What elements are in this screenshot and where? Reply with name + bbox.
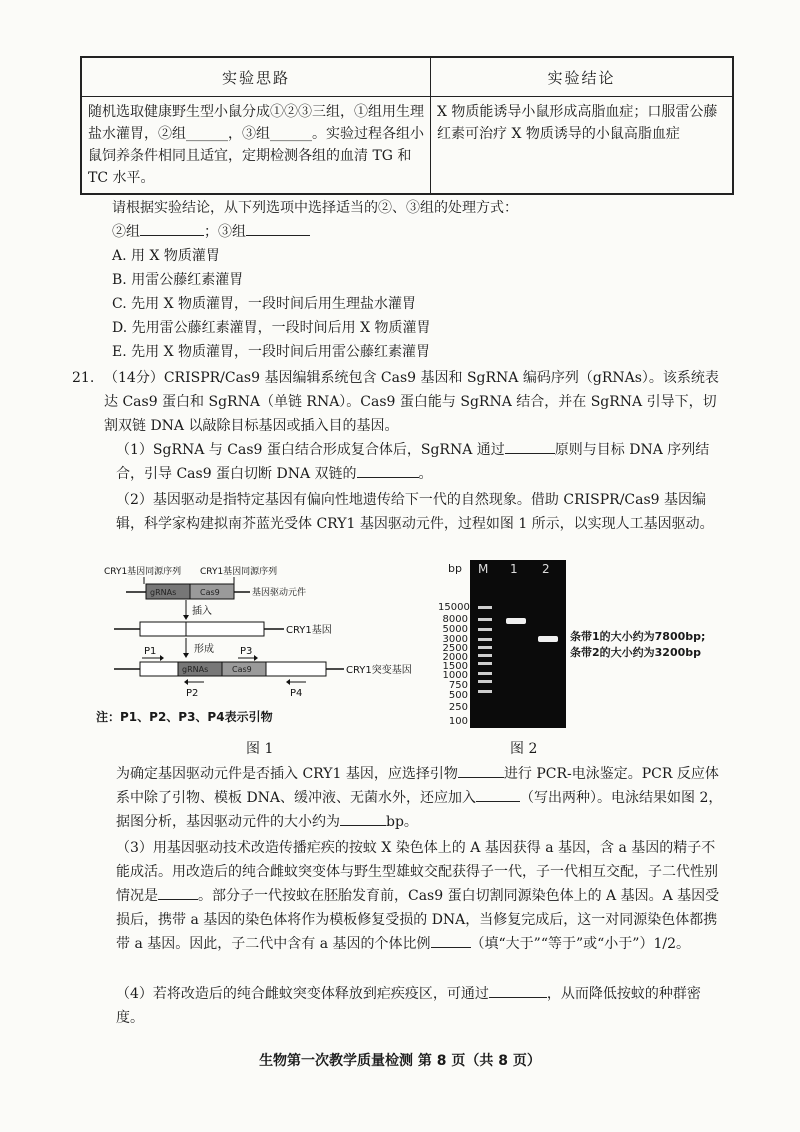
answer-blank[interactable]	[140, 221, 204, 236]
svg-text:Cas9: Cas9	[232, 665, 252, 674]
answer-blank[interactable]	[431, 933, 471, 948]
answer-blank[interactable]	[489, 983, 547, 998]
q21-part4: （4）若将改造后的纯合雌蚊突变体释放到疟疾疫区，可通过 ，从而降低按蚊的种群密度。	[116, 982, 728, 1030]
q20-option-e: E. 先用 X 物质灌胃，一段时间后用雷公藤红素灌胃	[112, 344, 430, 360]
primer-p1: P1	[144, 646, 157, 657]
q21-part2-question: 为确定基因驱动元件是否插入 CRY1 基因，应选择引物 进行 PCR-电泳鉴定。PCR 反应体系中除了引物、模板 DNA、缓冲液、无菌水外，还应加入 （写出两种）。电泳结果如图 2，据图分析，基因驱动元件的大小约为 bp。	[116, 762, 728, 834]
svg-text:gRNAs: gRNAs	[182, 665, 209, 674]
q20-fill-a: ②组	[112, 224, 140, 240]
q21-intro: （14分）CRISPR/Cas9 基因编辑系统包含 Cas9 基因和 SgRNA 编码序列（gRNAs）。该系统表达 Cas9 蛋白和 SgRNA（单链 RNA）。Cas9 蛋白能与 SgRNA 结合，并在 SgRNA 引导下，切割双链 DNA 以敲除目标基因或插入目的基因。	[104, 370, 719, 434]
q20-fill-line: ②组 ；③组	[112, 220, 310, 244]
q20-option-c: C. 先用 X 物质灌胃，一段时间后用生理盐水灌胃	[112, 296, 416, 312]
q21-part3: （3）用基因驱动技术改造传播疟疾的按蚊 X 染色体上的 A 基因获得 a 基因，含 a 基因的精子不能成活。用改造后的纯合雌蚊突变体与野生型雄蚊交配获得子一代，子一代相互交配，子二代性别情况是 。部分子一代按蚊在胚胎发育前，Cas9 蛋白切割同源染色体上的 A 基因。A 基因受损后，携带 a 基因的染色体将作为模板修复受损的 DNA，当修复完成后，这一对同源染色体都携带 a 基因。因此，子二代中含有 a 基因的个体比例 （填“大于”“等于”或“小于”）1/2。	[116, 840, 720, 952]
table-cell-idea: 随机选取健康野生型小鼠分成①②③三组，①组用生理盐水灌胃，②组______，③组______。实验过程各组小鼠饲养条件相同且适宜，定期检测各组的血清 TG 和 TC 水平。	[81, 97, 431, 195]
cry1-gene-block	[140, 622, 264, 636]
label-insert: 插入	[192, 606, 212, 617]
answer-blank[interactable]	[476, 787, 520, 802]
q21-part2: （2）基因驱动是指特定基因有偏向性地遗传给下一代的自然现象。借助 CRISPR/Cas9 基因编辑，科学家构建拟南芥蓝光受体 CRY1 基因驱动元件，过程如图 1 所示，以实现人工基因驱动。	[116, 492, 714, 532]
figure-1-caption: 图 1	[246, 741, 274, 757]
answer-blank[interactable]	[357, 463, 419, 478]
gel-band2-note: 条带2的大小约为3200bp	[570, 646, 702, 659]
figure-1-note: 注：P1、P2、P3、P4表示引物	[96, 710, 273, 724]
page-footer: 生物第一次教学质量检测 第 8 页（共 8 页）	[259, 1053, 541, 1069]
figure-2-caption: 图 2	[510, 741, 538, 757]
gel-band-2	[538, 636, 558, 642]
q21-part1: （1）SgRNA 与 Cas9 蛋白结合形成复合体后，SgRNA 通过 原则与目标 DNA 序列结合，引导 Cas9 蛋白切断 DNA 双链的 。	[116, 438, 728, 486]
table-cell-conclusion: X 物质能诱导小鼠形成高脂血症；口服雷公藤红素可治疗 X 物质诱导的小鼠高脂血症	[431, 97, 734, 195]
gel-band1-note: 条带1的大小约为7800bp;	[570, 630, 706, 643]
exam-page: 实验思路 实验结论 随机选取健康野生型小鼠分成①②③三组，①组用生理盐水灌胃，②组______，③组______。实验过程各组小鼠饲养条件相同且适宜，定期检测各组的血清 TG 和 TC 水平。 X 物质能诱导小鼠形成高脂血症；口服雷公藤红素可治疗 X 物质诱导的小鼠高脂血症 请根据实验结论，从下列选项中选择适当的②、③组的处理方式： ②组 ；③组 A. 用 X 物质灌胃 B. 用雷公藤红素灌胃 C. 先用 X 物质灌胃，一段时间后用生理盐水灌胃 D. 先用雷公藤红素灌胃，一段时间后用 X 物质灌胃 E. 先用 X 物质灌胃，一段时间后用雷公藤红素灌胃 21. （14分）CRISPR/Cas9 基因编辑系统包含 Cas9 基因和 SgRNA 编码序列（gRNAs）。该系统表达 Cas9 蛋白和 SgRNA（单链 RNA）。Cas9 蛋白能与 SgRNA 结合，并在 SgRNA 引导下，切割双链 DNA 以敲除目标基因或插入目的基因。 （1）SgRNA 与 Cas9 蛋白结合形成复合体后，SgRNA 通过 原则与目标 DNA 序列结合，引导 Cas9 蛋白切断 DNA 双链的 。 （2）基因驱动是指特定基因有偏向性地遗传给下一代的自然现象。借助 CRISPR/Cas9 基因编辑，科学家构建拟南芥蓝光受体 CRY1 基因驱动元件，过程如图 1 所示，以实现人工基因驱动。 CRY1基因同源序列 CRY1基因同源序列 gRNAs Cas9 基因驱动元件 插入 CRY1基因 形成 P1 P3 gRNAs Cas9 CRY1突变基因 P2 P4 注：P1、P2、P3、P4表示引物 图 1 bp M 1 2 15000 8000 5000 3000 2500 2000 1500 1000 750 500 250 100 条带1的大小约为7800bp; 条带2的大小约为3200bp 图 2 为确定基因驱动元件是否插入 CRY1 基因，应选择引物 进行 PCR-电泳鉴定。PCR 反应体系中除了引物、模板 DNA、缓冲液、无菌水外，还应加入 （写出两种）。电泳结果如图 2，据图分析，基因驱动元件的大小约为 bp。 （3）用基因驱动技术改造传播疟疾的按蚊 X 染色体上的 A 基因获得 a 基因，含 a 基因的精子不能成活。用改造后的纯合雌蚊突变体与野生型雄蚊交配获得子一代，子一代相互交配，子二代性别情况是 。部分子一代按蚊在胚胎发育前，Cas9 蛋白切割同源染色体上的 A 基因。A 基因受损后，携带 a 基因的染色体将作为模板修复受损的 DNA，当修复完成后，这一对同源染色体都携带 a 基因。因此，子二代中含有 a 基因的个体比例 （填“大于”“等于”或“小于”）1/2。 （4）若将改造后的纯合雌蚊突变体释放到疟疾疫区，可通过 ，从而降低按蚊的种群密度。 生物第一次教学质量检测 第 8 页（共 8 页）	[0, 0, 800, 1132]
answer-blank[interactable]	[505, 439, 555, 454]
svg-text:gRNAs: gRNAs	[150, 588, 177, 597]
figure-1-diagram	[104, 562, 412, 732]
gel-image: M 1 2	[470, 560, 566, 728]
table-header-idea: 实验思路	[81, 57, 431, 97]
gel-bp-label: bp	[448, 562, 462, 575]
answer-blank[interactable]	[458, 763, 504, 778]
q20-prompt: 请根据实验结论，从下列选项中选择适当的②、③组的处理方式：	[112, 200, 518, 216]
q20-option-b: B. 用雷公藤红素灌胃	[112, 272, 244, 288]
q21-number: 21.	[72, 370, 95, 386]
label-cry1-gene: CRY1基因	[286, 625, 332, 636]
answer-blank[interactable]	[158, 885, 198, 900]
answer-blank[interactable]	[340, 811, 386, 826]
table-header-conclusion: 实验结论	[431, 57, 734, 97]
gel-band-1	[506, 618, 526, 624]
primer-p2: P2	[186, 688, 199, 699]
experiment-table	[80, 56, 734, 195]
label-drive-element: 基因驱动元件	[252, 588, 307, 598]
label-form: 形成	[194, 644, 214, 655]
primer-p4: P4	[290, 688, 303, 699]
label-cry1-mutant: CRY1突变基因	[346, 665, 412, 676]
q20-option-a: A. 用 X 物质灌胃	[112, 248, 220, 264]
label-homology-right: CRY1基因同源序列	[200, 567, 278, 577]
primer-p3: P3	[240, 646, 253, 657]
q20-fill-b: ③组	[218, 224, 246, 240]
label-homology-left: CRY1基因同源序列	[104, 567, 182, 577]
q20-option-d: D. 先用雷公藤红素灌胃，一段时间后用 X 物质灌胃	[112, 320, 431, 336]
svg-text:Cas9: Cas9	[200, 588, 220, 597]
answer-blank[interactable]	[246, 221, 310, 236]
